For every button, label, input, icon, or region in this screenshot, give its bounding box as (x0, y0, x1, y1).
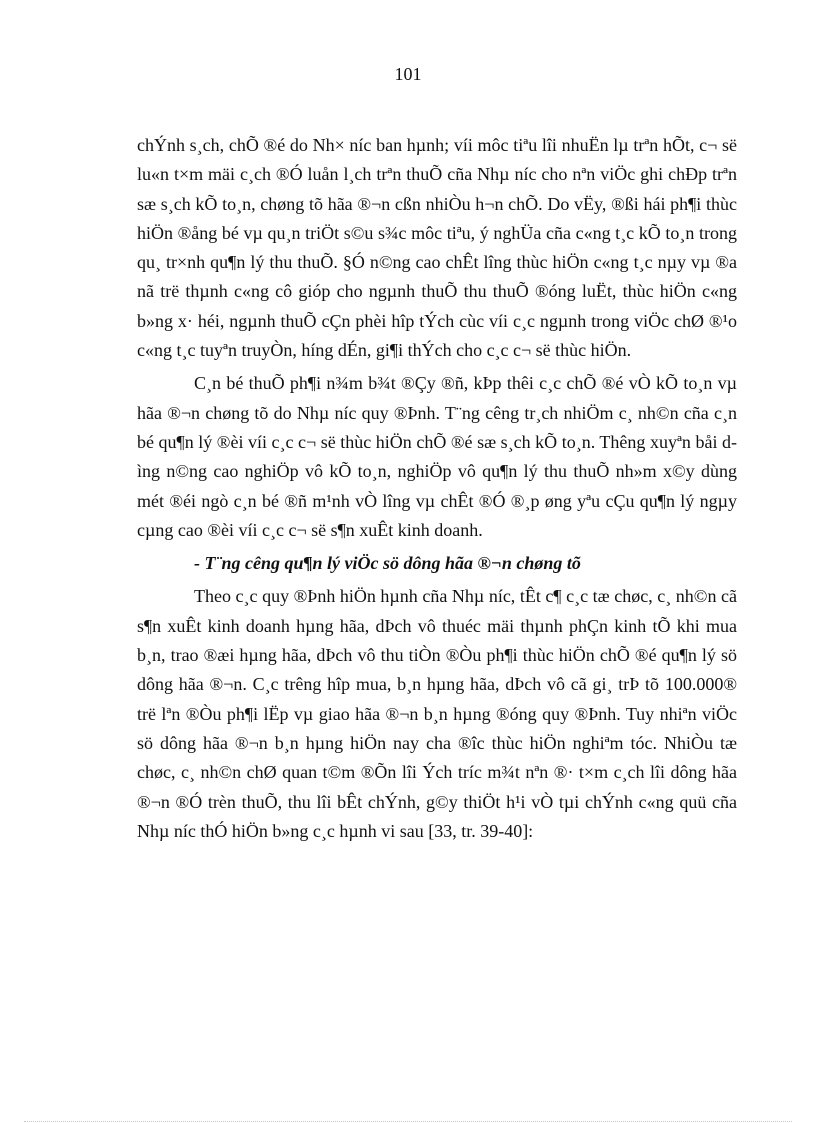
paragraph-1: chÝnh s¸ch, chÕ ®é do Nh× níc ban hµnh; víi môc tiªu lîi nhuËn lµ trªn hÕt, c¬ së lu«n t×m mäi c¸ch ®Ó luån l¸ch trªn thuÕ cña Nhµ níc cho nªn viÖc ghi chÐp trªn sæ s¸ch kÕ to¸n, chøng tõ hãa ®¬n cßn nhiÒu h¬n chÕ. Do vËy, ®ßi hái ph¶i thùc hiÖn ®ång bé vµ qu¸n triÖt s©u s¾c môc tiªu, ý nghÜa cña c«ng t¸c kÕ to¸n trong qu¸ tr×nh qu¶n lý thu thuÕ. §Ó n©ng cao chÊt lîng thùc hiÖn c«ng t¸c nµy vµ ®a nã trë thµnh c«ng cô gióp cho ngµnh thuÕ thu thuÕ ®óng luËt, thùc hiÖn c«ng b»ng x· héi, ngµnh thuÕ cÇn phèi hîp tÝch cùc víi c¸c ngµnh trong viÖc chØ ®¹o c«ng t¸c tuyªn truyÒn, híng dÉn, gi¶i thÝch cho c¸c c¬ së thùc hiÖn. (137, 135, 737, 361)
paragraph-3: Theo c¸c quy ®Þnh hiÖn hµnh cña Nhµ níc, tÊt c¶ c¸c tæ chøc, c¸ nh©n cã s¶n xuÊt kinh doanh hµng hãa, dÞch vô thuéc mäi thµnh phÇn kinh tÕ khi mua b¸n, trao ®æi hµng hãa, dÞch vô thu tiÒn ®Òu ph¶i thùc hiÖn chÕ ®é qu¶n lý sö dông hãa ®¬n. C¸c trêng hîp mua, b¸n hµng hãa, dÞch vô cã gi¸ trÞ tõ 100.000® trë lªn ®Òu ph¶i lËp vµ giao hãa ®¬n b¸n hµng ®óng quy ®Þnh. Tuy nhiªn viÖc sö dông hãa ®¬n b¸n hµng hiÖn nay cha ®îc thùc hiÖn nghiªm tóc. NhiÒu tæ chøc, c¸ nh©n chØ quan t©m ®Õn lîi Ých tríc m¾t nªn ®· t×m c¸ch lîi dông hãa ®¬n ®Ó trèn thuÕ, thu lîi bÊt chÝnh, g©y thiÖt h¹i vÒ tµi chÝnh c«ng quü cña Nhµ níc thÓ hiÖn b»ng c¸c hµnh vi sau [33, tr. 39-40]: (137, 586, 737, 841)
page-bottom-rule (24, 1121, 792, 1122)
section-heading: - T¨ng cêng qu¶n lý viÖc sö dông hãa ®¬n chøng tõ (194, 553, 581, 574)
page-number: 101 (394, 64, 422, 84)
document-body (137, 131, 737, 850)
paragraph-2: C¸n bé thuÕ ph¶i n¾m b¾t ®Çy ®ñ, kÞp thêi c¸c chÕ ®é vÒ kÕ to¸n vµ hãa ®¬n chøng tõ do Nhµ níc quy ®Þnh. T¨ng cêng tr¸ch nhiÖm c¸ nh©n cña c¸n bé qu¶n lý ®èi víi c¸c c¬ së thùc hiÖn chÕ ®é sæ s¸ch kÕ to¸n. Thêng xuyªn båi dìng n©ng cao nghiÖp vô kÕ to¸n, nghiÖp vô qu¶n lý thu thuÕ nh»m x©y dùng mét ®éi ngò c¸n bé ®ñ m¹nh vÒ lîng vµ chÊt ®Ó ®¸p øng yªu cÇu qu¶n lý ngµy cµng cao ®èi víi c¸c c¬ së s¶n xuÊt kinh doanh. (137, 373, 737, 540)
